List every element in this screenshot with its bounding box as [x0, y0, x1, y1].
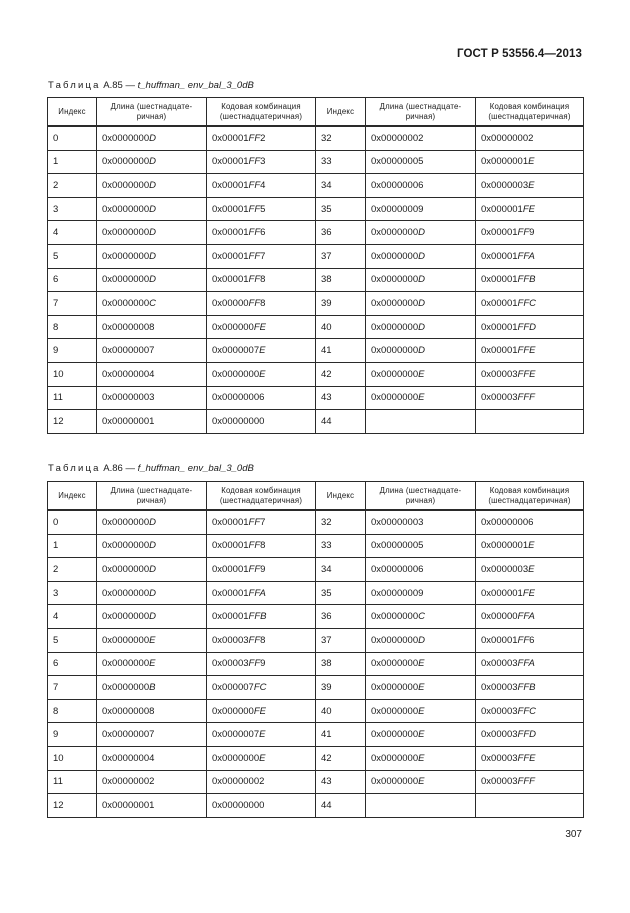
- cell-index: 3: [48, 197, 97, 221]
- cell-code: 0x0000001E: [476, 534, 584, 558]
- cell-index: 0: [48, 126, 97, 150]
- cell-code: 0x00001FFA: [207, 581, 316, 605]
- cell-code: 0x0000003E: [476, 558, 584, 582]
- cell-index: 12: [48, 794, 97, 818]
- cell-length: 0x00000003: [97, 386, 207, 410]
- table-row: [48, 315, 584, 339]
- table-caption-a86: [48, 463, 254, 474]
- cell-index: 8: [48, 315, 97, 339]
- huffman-table-a85: [47, 97, 584, 434]
- cell-code: 0x00003FF8: [207, 628, 316, 652]
- cell-length: 0x0000000C: [366, 605, 476, 629]
- cell-code: 0x00001FF3: [207, 150, 316, 174]
- cell-length: 0x0000000D: [97, 221, 207, 245]
- cell-code: 0x00003FFC: [476, 699, 584, 723]
- cell-index: 39: [316, 292, 366, 316]
- cell-code: 0x00001FF5: [207, 197, 316, 221]
- cell-code: 0x00001FFB: [207, 605, 316, 629]
- cell-length: 0x0000000E: [366, 770, 476, 794]
- cell-index: 43: [316, 770, 366, 794]
- table-row: [48, 676, 584, 700]
- cell-code: 0x000000FE: [207, 699, 316, 723]
- cell-index: 32: [316, 510, 366, 534]
- table-row: [48, 150, 584, 174]
- cell-index: 42: [316, 746, 366, 770]
- cell-index: 9: [48, 339, 97, 363]
- cell-code: 0x0000000E: [207, 362, 316, 386]
- cell-length: 0x0000000D: [97, 581, 207, 605]
- cell-length: 0x00000005: [366, 150, 476, 174]
- cell-index: 11: [48, 770, 97, 794]
- cell-length: 0x0000000D: [97, 150, 207, 174]
- cell-index: 3: [48, 581, 97, 605]
- cell-length: 0x00000001: [97, 794, 207, 818]
- cell-length: 0x00000007: [97, 339, 207, 363]
- table-row: [48, 221, 584, 245]
- cell-code: 0x00001FFC: [476, 292, 584, 316]
- cell-length: 0x0000000D: [366, 244, 476, 268]
- table-row: [48, 174, 584, 198]
- col-header-index: Индекс: [316, 482, 366, 511]
- cell-length: [366, 794, 476, 818]
- cell-index: 2: [48, 174, 97, 198]
- cell-length: 0x0000000E: [366, 699, 476, 723]
- cell-length: 0x0000000D: [97, 268, 207, 292]
- cell-length: 0x0000000D: [97, 244, 207, 268]
- cell-code: 0x00003FFF: [476, 770, 584, 794]
- cell-length: 0x00000004: [97, 362, 207, 386]
- cell-length: 0x00000008: [97, 315, 207, 339]
- table-row: [48, 268, 584, 292]
- cell-length: 0x0000000D: [97, 558, 207, 582]
- caption-name: f_huffman_ env_bal_3_0dB: [137, 463, 254, 474]
- cell-code: 0x0000007E: [207, 723, 316, 747]
- cell-length: 0x00000002: [366, 126, 476, 150]
- col-header-length: Длина (шестнадцате-ричная): [97, 98, 207, 127]
- cell-length: 0x0000000D: [97, 510, 207, 534]
- col-header-index: Индекс: [48, 482, 97, 511]
- cell-code: 0x00001FF9: [476, 221, 584, 245]
- cell-length: 0x0000000E: [366, 746, 476, 770]
- cell-index: 35: [316, 197, 366, 221]
- cell-length: 0x0000000D: [366, 339, 476, 363]
- table-row: [48, 605, 584, 629]
- cell-code: 0x00003FFE: [476, 746, 584, 770]
- cell-code: 0x00001FFA: [476, 244, 584, 268]
- cell-code: 0x00001FF9: [207, 558, 316, 582]
- cell-index: 9: [48, 723, 97, 747]
- cell-length: 0x0000000D: [366, 221, 476, 245]
- cell-length: 0x00000008: [97, 699, 207, 723]
- cell-code: 0x00003FFE: [476, 362, 584, 386]
- cell-index: 10: [48, 746, 97, 770]
- cell-index: 6: [48, 652, 97, 676]
- cell-code: 0x0000003E: [476, 174, 584, 198]
- cell-length: 0x0000000E: [366, 386, 476, 410]
- col-header-index: Индекс: [48, 98, 97, 127]
- cell-length: 0x0000000C: [97, 292, 207, 316]
- table-row: [48, 746, 584, 770]
- cell-index: 4: [48, 605, 97, 629]
- cell-index: 41: [316, 723, 366, 747]
- cell-index: 41: [316, 339, 366, 363]
- cell-length: 0x0000000D: [366, 292, 476, 316]
- col-header-code: Кодовая комбинация (шестнадцатеричная): [207, 98, 316, 127]
- cell-code: 0x0000007E: [207, 339, 316, 363]
- cell-code: 0x000007FC: [207, 676, 316, 700]
- cell-index: 38: [316, 268, 366, 292]
- cell-code: 0x00001FF2: [207, 126, 316, 150]
- cell-length: 0x0000000D: [97, 126, 207, 150]
- cell-index: 34: [316, 558, 366, 582]
- cell-length: 0x0000000E: [366, 676, 476, 700]
- cell-length: 0x00000001: [97, 410, 207, 434]
- cell-index: 36: [316, 221, 366, 245]
- cell-length: 0x0000000E: [97, 652, 207, 676]
- cell-index: 11: [48, 386, 97, 410]
- table-row: [48, 197, 584, 221]
- col-header-index: Индекс: [316, 98, 366, 127]
- cell-code: 0x00000002: [207, 770, 316, 794]
- huffman-table-a86: [47, 481, 584, 818]
- cell-length: 0x0000000D: [97, 605, 207, 629]
- cell-index: 2: [48, 558, 97, 582]
- cell-index: 12: [48, 410, 97, 434]
- cell-length: 0x0000000D: [97, 534, 207, 558]
- cell-length: 0x00000009: [366, 581, 476, 605]
- cell-index: 32: [316, 126, 366, 150]
- cell-code: 0x00001FFB: [476, 268, 584, 292]
- cell-code: 0x00000FF8: [207, 292, 316, 316]
- cell-length: 0x0000000D: [97, 174, 207, 198]
- table-row: [48, 723, 584, 747]
- cell-index: 6: [48, 268, 97, 292]
- cell-code: 0x00001FF6: [476, 628, 584, 652]
- cell-code: 0x00000000: [207, 794, 316, 818]
- table-header-row: [48, 98, 584, 127]
- cell-code: 0x00001FF4: [207, 174, 316, 198]
- table-row: [48, 558, 584, 582]
- cell-index: 38: [316, 652, 366, 676]
- cell-code: 0x00003FFF: [476, 386, 584, 410]
- cell-code: 0x0000000E: [207, 746, 316, 770]
- table-row: [48, 410, 584, 434]
- cell-index: 33: [316, 150, 366, 174]
- caption-number: А.85 —: [100, 80, 138, 91]
- table-row: [48, 794, 584, 818]
- col-header-length: Длина (шестнадцате-ричная): [366, 482, 476, 511]
- cell-code: 0x00001FF7: [207, 510, 316, 534]
- cell-code: 0x00001FF8: [207, 534, 316, 558]
- caption-label: Таблица: [48, 80, 101, 91]
- cell-index: 40: [316, 699, 366, 723]
- cell-length: 0x0000000E: [97, 628, 207, 652]
- cell-index: 40: [316, 315, 366, 339]
- cell-code: 0x00000002: [476, 126, 584, 150]
- cell-length: 0x00000006: [366, 174, 476, 198]
- cell-code: 0x00003FFB: [476, 676, 584, 700]
- cell-code: 0x00001FFE: [476, 339, 584, 363]
- table-row: [48, 339, 584, 363]
- cell-code: 0x00003FF9: [207, 652, 316, 676]
- cell-code: 0x00003FFD: [476, 723, 584, 747]
- cell-length: 0x0000000E: [366, 723, 476, 747]
- cell-code: [476, 410, 584, 434]
- cell-length: 0x00000002: [97, 770, 207, 794]
- cell-code: 0x00001FF8: [207, 268, 316, 292]
- cell-length: 0x0000000E: [366, 362, 476, 386]
- cell-index: 0: [48, 510, 97, 534]
- table-row: [48, 652, 584, 676]
- table-row: [48, 581, 584, 605]
- cell-index: 5: [48, 244, 97, 268]
- cell-code: 0x00000000: [207, 410, 316, 434]
- cell-index: 37: [316, 244, 366, 268]
- cell-index: 37: [316, 628, 366, 652]
- table-row: [48, 362, 584, 386]
- cell-index: 8: [48, 699, 97, 723]
- cell-code: 0x00003FFA: [476, 652, 584, 676]
- cell-code: 0x00001FF6: [207, 221, 316, 245]
- cell-index: 4: [48, 221, 97, 245]
- table-row: [48, 628, 584, 652]
- table-row: [48, 534, 584, 558]
- table-row: [48, 244, 584, 268]
- standard-header: ГОСТ Р 53556.4—2013: [457, 48, 582, 60]
- caption-label: Таблица: [48, 463, 101, 474]
- cell-index: 35: [316, 581, 366, 605]
- cell-code: 0x00000006: [476, 510, 584, 534]
- table-row: [48, 770, 584, 794]
- table-row: [48, 292, 584, 316]
- table-row: [48, 510, 584, 534]
- cell-length: 0x00000005: [366, 534, 476, 558]
- cell-length: [366, 410, 476, 434]
- col-header-length: Длина (шестнадцате-ричная): [97, 482, 207, 511]
- caption-name: t_huffman_ env_bal_3_0dB: [137, 80, 254, 91]
- cell-code: 0x00000006: [207, 386, 316, 410]
- col-header-code: Кодовая комбинация (шестнадцатеричная): [476, 482, 584, 511]
- cell-length: 0x00000006: [366, 558, 476, 582]
- cell-length: 0x0000000D: [97, 197, 207, 221]
- cell-index: 36: [316, 605, 366, 629]
- table-row: [48, 126, 584, 150]
- cell-index: 1: [48, 534, 97, 558]
- table-header-row: [48, 482, 584, 511]
- cell-code: 0x000001FE: [476, 197, 584, 221]
- cell-index: 7: [48, 292, 97, 316]
- cell-index: 42: [316, 362, 366, 386]
- col-header-length: Длина (шестнадцате-ричная): [366, 98, 476, 127]
- cell-length: 0x0000000D: [366, 315, 476, 339]
- cell-length: 0x00000004: [97, 746, 207, 770]
- cell-index: 44: [316, 794, 366, 818]
- cell-length: 0x00000007: [97, 723, 207, 747]
- cell-index: 7: [48, 676, 97, 700]
- cell-index: 44: [316, 410, 366, 434]
- cell-length: 0x00000003: [366, 510, 476, 534]
- cell-code: 0x000001FE: [476, 581, 584, 605]
- cell-code: 0x0000001E: [476, 150, 584, 174]
- col-header-code: Кодовая комбинация (шестнадцатеричная): [476, 98, 584, 127]
- table-row: [48, 699, 584, 723]
- col-header-code: Кодовая комбинация (шестнадцатеричная): [207, 482, 316, 511]
- cell-index: 10: [48, 362, 97, 386]
- cell-length: 0x00000009: [366, 197, 476, 221]
- cell-index: 5: [48, 628, 97, 652]
- cell-code: 0x00001FF7: [207, 244, 316, 268]
- cell-length: 0x0000000D: [366, 628, 476, 652]
- cell-length: 0x0000000E: [366, 652, 476, 676]
- page-number: 307: [565, 829, 582, 840]
- cell-index: 43: [316, 386, 366, 410]
- caption-number: А.86 —: [100, 463, 138, 474]
- cell-index: 1: [48, 150, 97, 174]
- table-caption-a85: [48, 80, 254, 91]
- table-row: [48, 386, 584, 410]
- cell-length: 0x0000000B: [97, 676, 207, 700]
- cell-code: [476, 794, 584, 818]
- cell-index: 34: [316, 174, 366, 198]
- cell-length: 0x0000000D: [366, 268, 476, 292]
- cell-code: 0x00000FFA: [476, 605, 584, 629]
- cell-index: 33: [316, 534, 366, 558]
- cell-code: 0x000000FE: [207, 315, 316, 339]
- cell-index: 39: [316, 676, 366, 700]
- cell-code: 0x00001FFD: [476, 315, 584, 339]
